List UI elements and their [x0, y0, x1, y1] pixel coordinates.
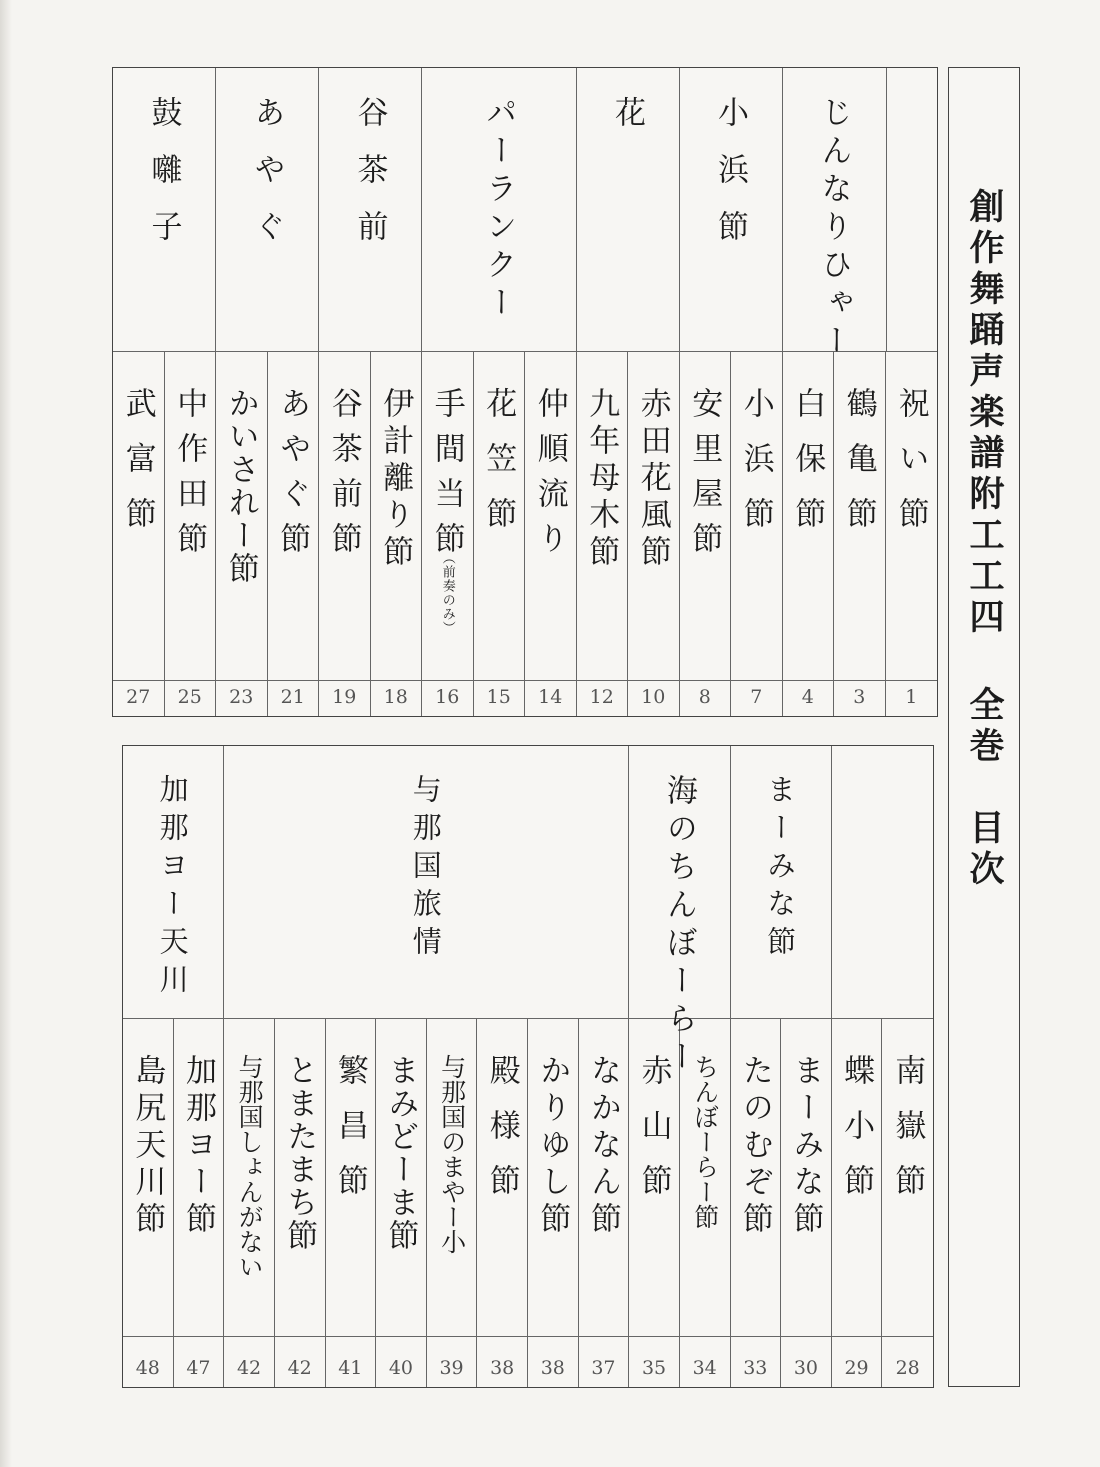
song-title: 赤山節 [635, 1054, 672, 1219]
song-title: あやぐ節 [274, 387, 311, 567]
category-label: まーみな節 [763, 774, 798, 964]
song-title: 祝い節 [892, 387, 929, 552]
category-label: 谷茶前 [351, 96, 388, 267]
page-number: 10 [641, 686, 666, 708]
top-contents-table [112, 67, 938, 717]
song-title: なかなん節 [584, 1054, 621, 1239]
song-entry[interactable] [174, 1018, 225, 1387]
page-number: 33 [743, 1357, 768, 1379]
song-entry[interactable] [525, 351, 577, 716]
page-number: 21 [280, 686, 305, 708]
page-number: 38 [540, 1357, 565, 1379]
song-title: 南嶽節 [889, 1054, 926, 1219]
page-number: 35 [641, 1357, 667, 1379]
category-label: 小浜節 [712, 96, 748, 267]
category-header [224, 746, 629, 1018]
song-title: とまたまち節 [281, 1054, 318, 1252]
category-header [783, 68, 886, 362]
song-entry[interactable] [113, 351, 165, 716]
song-title: たのむぞ節 [736, 1054, 773, 1239]
page-number: 7 [750, 686, 763, 708]
page-number: 34 [692, 1357, 717, 1379]
song-entry[interactable] [528, 1018, 579, 1387]
category-header [832, 746, 933, 1018]
page-number: 12 [589, 686, 614, 708]
page-number: 37 [591, 1357, 616, 1379]
song-entry[interactable] [731, 1018, 782, 1387]
page-number: 25 [177, 686, 202, 708]
page-number: 48 [135, 1357, 160, 1379]
song-entry[interactable] [123, 1018, 174, 1387]
category-header [216, 68, 319, 351]
category-header [113, 68, 216, 351]
song-entry[interactable] [577, 351, 629, 716]
song-entry[interactable] [886, 351, 938, 716]
song-entry[interactable] [783, 351, 835, 716]
category-label: パーランクー [480, 96, 517, 324]
song-entry[interactable] [326, 1018, 377, 1387]
song-entry[interactable] [376, 1018, 427, 1387]
category-header [680, 68, 783, 351]
song-title: ちんぼーらー節 [690, 1054, 720, 1229]
song-title: 仲順流り [531, 387, 568, 567]
song-title: 安里屋節 [686, 387, 723, 567]
song-title: 島尻天川節 [129, 1054, 166, 1239]
song-title: 白保節 [789, 387, 826, 552]
page-number: 14 [538, 686, 563, 708]
category-header [577, 68, 680, 351]
category-label: 海のちんぼーらー [660, 774, 697, 1078]
song-title: 与那国しょんがない [235, 1054, 265, 1279]
song-entry[interactable] [731, 351, 783, 716]
category-label: 鼓囃子 [145, 96, 182, 267]
song-title: 赤田花風節 [634, 387, 671, 572]
page-edge [0, 0, 12, 1467]
page-number: 3 [853, 686, 866, 708]
song-entry[interactable] [474, 351, 526, 716]
song-title: 手間当節 [428, 387, 465, 567]
song-title: 九年母木節 [583, 387, 620, 572]
page-number: 38 [490, 1357, 515, 1379]
page-number: 1 [905, 686, 918, 708]
song-title: 加那ヨー節 [179, 1054, 216, 1239]
song-title: まみどーま節 [382, 1054, 419, 1252]
page-number: 23 [229, 686, 254, 708]
song-entry[interactable] [427, 1018, 478, 1387]
song-title: かいされー節 [222, 387, 259, 585]
song-entry[interactable] [216, 351, 268, 716]
category-header [422, 68, 577, 351]
song-title: かりゆし節 [534, 1054, 571, 1239]
page-number: 8 [698, 686, 711, 708]
song-entry[interactable] [224, 1018, 275, 1387]
song-title: 与那国のまやー小 [437, 1054, 467, 1254]
page-number: 15 [486, 686, 511, 708]
category-header [319, 68, 422, 351]
page-number: 28 [895, 1357, 920, 1379]
page-number: 40 [388, 1357, 414, 1379]
bottom-contents-table [122, 745, 934, 1388]
song-entry[interactable] [371, 351, 423, 716]
song-entry[interactable] [268, 351, 320, 716]
category-header [629, 746, 730, 1078]
page-number: 18 [383, 686, 408, 708]
category-label: 花 [609, 96, 645, 153]
page-title: 創作舞踊声楽譜附工工四 全巻 目次 [964, 188, 1005, 891]
song-title: 伊計離り節 [377, 387, 414, 572]
song-entry[interactable] [628, 351, 680, 716]
song-entry[interactable] [422, 351, 474, 716]
song-entry[interactable] [834, 351, 886, 716]
page-number: 19 [332, 686, 357, 708]
song-title: まーみな節 [787, 1054, 824, 1239]
song-title: 武富節 [119, 387, 156, 552]
song-entry[interactable] [165, 351, 217, 716]
page-number: 16 [435, 686, 460, 708]
song-title: 花笠節 [480, 387, 517, 552]
category-label: 加那ヨー天川 [155, 774, 190, 1002]
page-number: 41 [338, 1357, 363, 1379]
song-note: （前奏のみ） [439, 551, 455, 635]
page-number: 27 [126, 686, 151, 708]
page-number: 42 [236, 1357, 262, 1379]
category-header [123, 746, 224, 1018]
song-entry[interactable] [319, 351, 371, 716]
page-number: 29 [844, 1357, 869, 1379]
category-label: あやぐ [248, 96, 285, 267]
song-entry[interactable] [781, 1018, 832, 1387]
song-title: 繁昌節 [331, 1054, 368, 1219]
category-label: じんなりひゃー [815, 96, 852, 362]
song-entry[interactable] [832, 1018, 883, 1387]
title-box [948, 67, 1020, 1387]
song-title: 谷茶前節 [325, 387, 362, 567]
song-title: 殿様節 [483, 1054, 520, 1219]
song-title: 小浜節 [737, 387, 774, 552]
song-entry[interactable] [275, 1018, 326, 1387]
category-header [731, 746, 832, 1018]
song-entry[interactable] [579, 1018, 630, 1387]
song-title: 鶴亀節 [840, 387, 877, 552]
song-title: 蝶小節 [838, 1054, 875, 1219]
category-label: 与那国旅情 [408, 774, 443, 964]
song-entry[interactable] [882, 1018, 933, 1387]
song-entry[interactable] [680, 351, 732, 716]
page-number: 30 [793, 1357, 819, 1379]
page-number: 39 [439, 1357, 464, 1379]
category-header-empty [886, 68, 938, 351]
page-number: 42 [287, 1357, 312, 1379]
page-number: 4 [801, 686, 814, 708]
song-entry[interactable] [477, 1018, 528, 1387]
song-title: 中作田節 [171, 387, 208, 567]
page-number: 47 [186, 1357, 211, 1379]
